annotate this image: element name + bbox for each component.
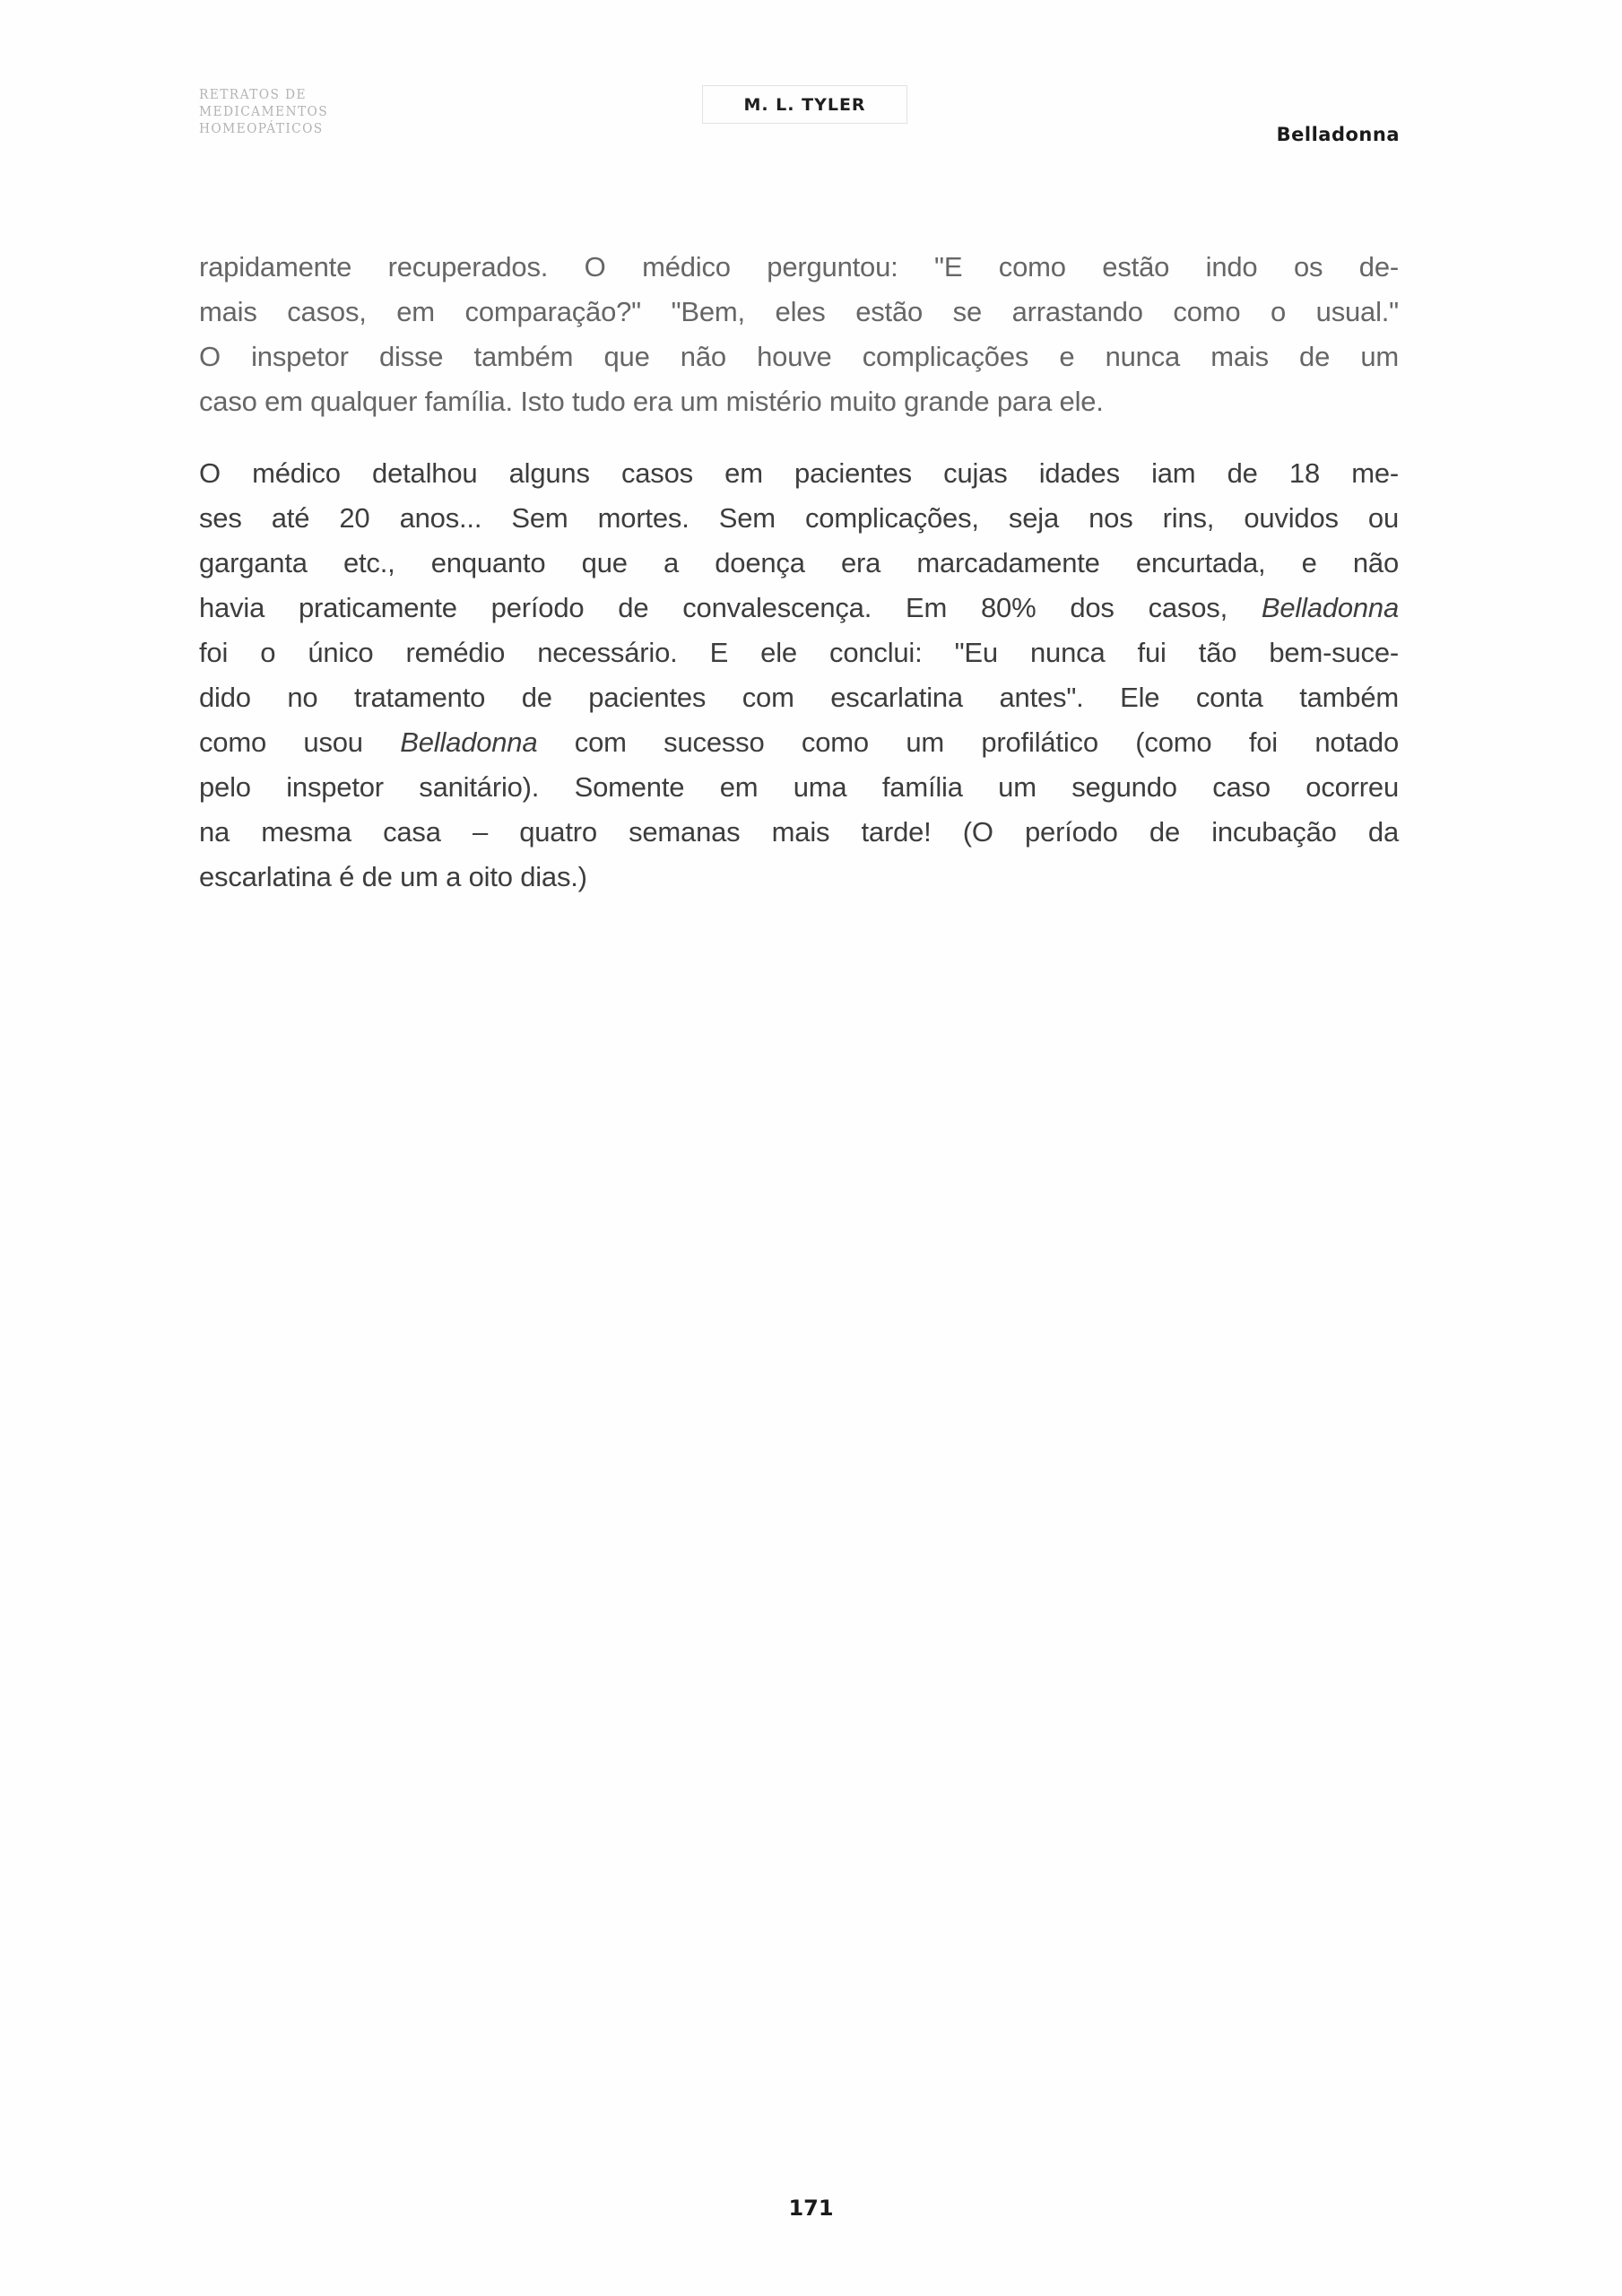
section-title: Belladonna (1276, 124, 1400, 145)
text-line: escarlatina é de um a oito dias.) (199, 861, 587, 892)
text-line: caso em qualquer família. Isto tudo era um mistério muito grande para ele. (199, 386, 1104, 417)
text-line: rapidamente recuperados. O médico perguntou: "E como estão indo os de- (199, 251, 1399, 283)
text-line: pelo inspetor sanitário). Somente em uma família um segundo caso ocorreu (199, 771, 1399, 803)
text-line: O médico detalhou alguns casos em pacientes cujas idades iam de 18 me- (199, 457, 1399, 489)
body-text (199, 245, 1399, 926)
series-title-line-1: RETRATOS DE (199, 86, 307, 102)
text-line (199, 586, 1399, 631)
text-segment: com sucesso como um profilático (como foi notado (537, 726, 1399, 758)
text-line: ses até 20 anos... Sem mortes. Sem complicações, seja nos rins, ouvidos ou (199, 502, 1399, 534)
book-series-title (199, 86, 328, 137)
text-line (199, 720, 1399, 765)
text-line: foi o único remédio necessário. E ele conclui: "Eu nunca fui tão bem-suce- (199, 637, 1399, 668)
page-number: 171 (788, 2196, 834, 2221)
paragraph-2 (199, 451, 1399, 900)
paragraph-1 (199, 245, 1399, 424)
text-line: na mesma casa – quatro semanas mais tarde! (O período de incubação da (199, 816, 1399, 848)
text-line: mais casos, em comparação?" "Bem, eles estão se arrastando como o usual." (199, 296, 1399, 327)
text-line: garganta etc., enquanto que a doença era marcadamente encurtada, e não (199, 547, 1399, 578)
author-label (702, 85, 907, 124)
series-title-line-3: HOMEOPÁTICOS (199, 120, 324, 136)
author-name: M. L. TYLER (743, 94, 866, 115)
text-segment: havia praticamente período de convalescença. Em 80% dos casos, (199, 592, 1262, 623)
remedy-name-italic: Belladonna (400, 726, 538, 758)
text-line: dido no tratamento de pacientes com escarlatina antes". Ele conta também (199, 682, 1399, 713)
series-title-line-2: MEDICAMENTOS (199, 103, 329, 119)
text-segment: como usou (199, 726, 401, 758)
remedy-name-italic: Belladonna (1261, 592, 1399, 623)
text-line: O inspetor disse também que não houve complicações e nunca mais de um (199, 341, 1399, 372)
